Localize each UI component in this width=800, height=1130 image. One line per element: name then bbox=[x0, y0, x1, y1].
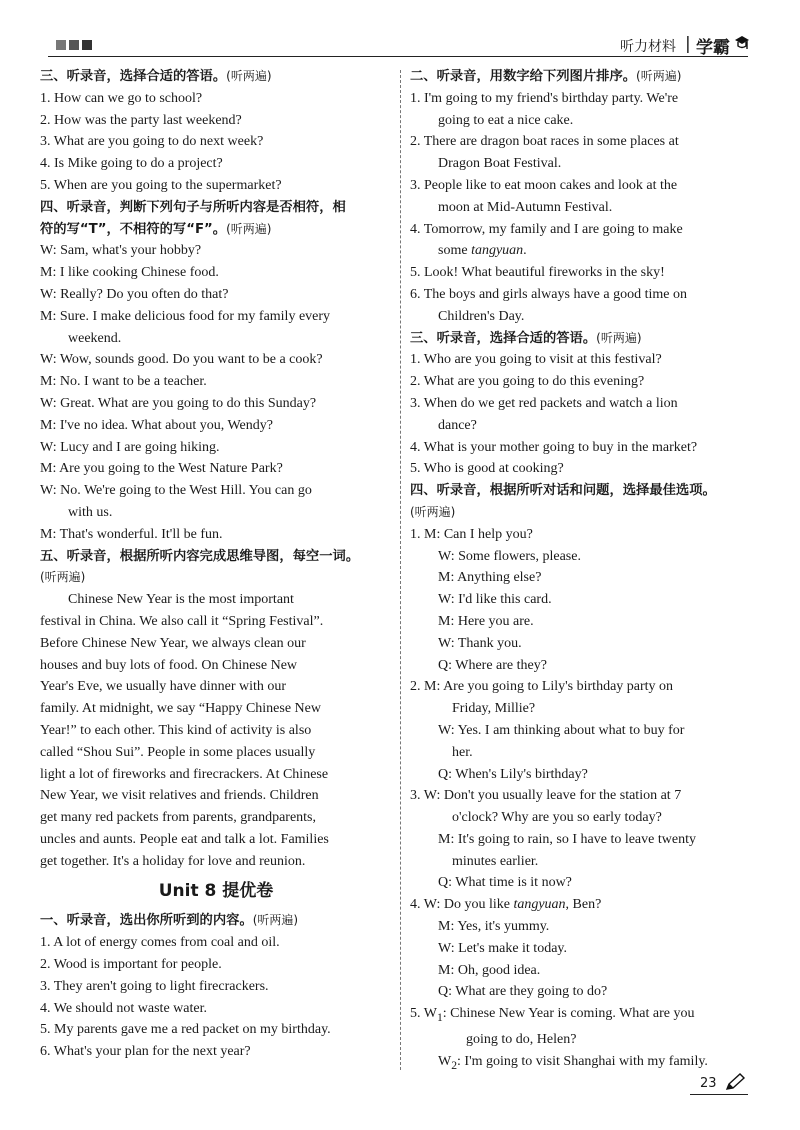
text-run: , Ben? bbox=[565, 897, 602, 913]
text-run: W bbox=[438, 1053, 452, 1069]
question-item: 6. What's your plan for the next year? bbox=[40, 1044, 251, 1060]
question-item: 3. People like to eat moon cakes and look at the bbox=[410, 177, 678, 193]
question-item: 1. How can we go to school? bbox=[40, 90, 203, 106]
text-run: 5. W bbox=[410, 1006, 437, 1022]
footer-rule bbox=[690, 1094, 748, 1095]
section-note: (听两遍) bbox=[596, 330, 642, 345]
section-heading bbox=[410, 328, 748, 350]
subscript: 2 bbox=[451, 1058, 458, 1072]
header-square bbox=[69, 40, 79, 50]
question-item: 6. The boys and girls always have a good time on bbox=[410, 286, 687, 302]
dialog-line: W: Great. What are you going to do this Sunday? bbox=[40, 395, 317, 411]
text-run: : I'm going to visit Shanghai with my family. bbox=[457, 1053, 708, 1069]
section-note: (听两遍) bbox=[252, 913, 299, 928]
dialog-line: Q: When's Lily's birthday? bbox=[438, 766, 588, 782]
dialog-line: her. bbox=[452, 744, 473, 760]
passage-line: houses and buy lots of food. On Chinese New bbox=[40, 657, 298, 673]
dialog-line: M: I've no idea. What about you, Wendy? bbox=[40, 417, 273, 433]
dialog-line bbox=[410, 1003, 748, 1029]
dialog-line: W: Yes. I am thinking about what to buy for bbox=[438, 722, 685, 738]
header-rule bbox=[48, 56, 748, 57]
page-header bbox=[0, 0, 800, 60]
section-heading bbox=[40, 910, 392, 932]
question-item: going to eat a nice cake. bbox=[438, 112, 574, 128]
section-title: 四、听录音，根据所听对话和问题，选择最佳选项。 bbox=[410, 483, 716, 499]
dialog-line: W: Thank you. bbox=[438, 635, 522, 651]
dialog-line: M: It's going to rain, so I have to leave twenty bbox=[438, 831, 696, 847]
section-note: (听两遍) bbox=[410, 504, 456, 519]
question-item: Dragon Boat Festival. bbox=[438, 156, 562, 172]
question-item: 2. What are you going to do this evening? bbox=[410, 374, 645, 390]
header-brand: 学霸 bbox=[696, 38, 730, 58]
passage-line: Before Chinese New Year, we always clean our bbox=[40, 635, 306, 651]
passage-line: light a lot of fireworks and firecrackers. At Chinese bbox=[40, 766, 329, 782]
italic-word: tangyuan bbox=[471, 243, 524, 259]
passage-line: Chinese New Year is the most important bbox=[68, 592, 294, 608]
question-item: 1. I'm going to my friend's birthday party. We're bbox=[410, 90, 679, 106]
dialog-line: Friday, Millie? bbox=[452, 701, 536, 717]
passage-line: Year!” to each other. This kind of activity is also bbox=[40, 722, 312, 738]
passage-line: Year's Eve, we usually have dinner with our bbox=[40, 679, 287, 695]
header-square bbox=[56, 40, 66, 50]
dialog-line: M: That's wonderful. It'll be fun. bbox=[40, 526, 223, 542]
question-item: 4. What is your mother going to buy in the market? bbox=[410, 439, 698, 455]
dialog-line: 2. M: Are you going to Lily's birthday party on bbox=[410, 679, 674, 695]
text-run: : Chinese New Year is coming. What are you bbox=[442, 1006, 695, 1022]
graduation-cap-icon bbox=[734, 34, 750, 54]
dialog-line: 1. M: Can I help you? bbox=[410, 526, 533, 542]
section-note: (听两遍) bbox=[226, 221, 272, 236]
dialog-line: M: Anything else? bbox=[438, 570, 542, 586]
passage-line: New Year, we visit relatives and friends. Children bbox=[40, 788, 319, 804]
question-item: 5. My parents gave me a red packet on my birthday. bbox=[40, 1022, 331, 1038]
section-note: (听两遍) bbox=[636, 69, 682, 83]
pencil-icon bbox=[724, 1072, 746, 1092]
question-item: 4. We should not waste water. bbox=[40, 1000, 207, 1016]
question-item: 4. Is Mike going to do a project? bbox=[40, 156, 223, 172]
unit-title: Unit 8 提优卷 bbox=[158, 881, 274, 902]
dialog-line: W: Sam, what's your hobby? bbox=[40, 243, 202, 259]
section-title: 四、听录音，判断下列句子与所听内容是否相符，相 bbox=[40, 199, 346, 215]
question-item: 1. A lot of energy comes from coal and oil. bbox=[40, 935, 280, 951]
question-item: dance? bbox=[438, 417, 477, 433]
dialog-line: M: I like cooking Chinese food. bbox=[40, 265, 219, 281]
passage-line: called “Shou Sui”. People in some places usually bbox=[40, 744, 316, 760]
dialog-line: W: Lucy and I are going hiking. bbox=[40, 439, 220, 455]
dialog-line: W: Really? Do you often do that? bbox=[40, 286, 229, 302]
passage-line: festival in China. We also call it “Spring Festival”. bbox=[40, 613, 324, 629]
passage-line: family. At midnight, we say “Happy Chinese New bbox=[40, 701, 321, 717]
question-item: 1. Who are you going to visit at this festival? bbox=[410, 352, 662, 368]
subscript: 1 bbox=[436, 1011, 443, 1025]
dialog-line: Q: What time is it now? bbox=[438, 875, 572, 891]
passage-line: get together. It's a holiday for love and reunion. bbox=[40, 853, 306, 869]
question-item: Children's Day. bbox=[438, 308, 525, 324]
question-item: 3. When do we get red packets and watch a lion bbox=[410, 395, 678, 411]
question-item: 4. Tomorrow, my family and I are going to make bbox=[410, 221, 683, 237]
dialog-line: M: Are you going to the West Nature Park? bbox=[40, 461, 283, 477]
question-item: 3. What are you going to do next week? bbox=[40, 134, 264, 150]
dialog-line: going to do, Helen? bbox=[466, 1031, 577, 1047]
question-item: 2. There are dragon boat races in some places at bbox=[410, 134, 679, 150]
page-number: 23 bbox=[700, 1076, 717, 1091]
section-heading bbox=[410, 66, 748, 88]
left-column bbox=[40, 66, 392, 1063]
dialog-line bbox=[410, 894, 748, 916]
text-run: . bbox=[523, 243, 527, 259]
dialog-line: M: Here you are. bbox=[438, 613, 534, 629]
section-note: (听两遍) bbox=[226, 69, 272, 83]
dialog-line: W: No. We're going to the West Hill. You can go bbox=[40, 483, 312, 499]
question-item: 2. How was the party last weekend? bbox=[40, 112, 242, 128]
section-title: 符的写“T”，不相符的写“F”。 bbox=[40, 221, 227, 237]
question-item: 5. Look! What beautiful fireworks in the sky! bbox=[410, 265, 665, 281]
section-title: 二、听录音，用数字给下列图片排序。 bbox=[410, 69, 637, 84]
header-title: 听力材料 bbox=[620, 39, 676, 55]
question-item bbox=[410, 240, 748, 262]
section-heading bbox=[40, 219, 392, 241]
dialog-line: W: Let's make it today. bbox=[438, 940, 568, 956]
question-item: 2. Wood is important for people. bbox=[40, 957, 222, 973]
passage-line: uncles and aunts. People eat and talk a lot. Families bbox=[40, 831, 329, 847]
section-note: (听两遍) bbox=[40, 570, 86, 585]
section-title: 三、听录音，选择合适的答语。 bbox=[40, 69, 227, 84]
dialog-line: Q: What are they going to do? bbox=[438, 984, 608, 1000]
section-title: 一、听录音，选出你所听到的内容。 bbox=[40, 913, 253, 929]
dialog-line: M: Oh, good idea. bbox=[438, 962, 541, 978]
column-divider bbox=[400, 70, 401, 1070]
dialog-line: M: No. I want to be a teacher. bbox=[40, 374, 207, 390]
dialog-line: 3. W: Don't you usually leave for the station at 7 bbox=[410, 788, 682, 804]
dialog-line: with us. bbox=[68, 504, 113, 520]
header-square bbox=[82, 40, 92, 50]
section-title: 五、听录音，根据所听内容完成思维导图，每空一词。 bbox=[40, 548, 360, 564]
text-run: 4. W: Do you like bbox=[410, 897, 510, 913]
section-heading bbox=[40, 66, 392, 88]
passage-line: get many red packets from parents, grandparents, bbox=[40, 810, 317, 826]
dialog-line: W: Wow, sounds good. Do you want to be a cook? bbox=[40, 352, 323, 368]
dialog-line: W: I'd like this card. bbox=[438, 592, 552, 608]
dialog-line: M: Yes, it's yummy. bbox=[438, 919, 550, 935]
right-column bbox=[410, 66, 748, 1076]
question-item: moon at Mid-Autumn Festival. bbox=[438, 199, 613, 215]
section-title: 三、听录音，选择合适的答语。 bbox=[410, 330, 597, 346]
question-item: 5. When are you going to the supermarket? bbox=[40, 177, 282, 193]
question-item: 5. Who is good at cooking? bbox=[410, 461, 564, 477]
question-item: 3. They aren't going to light firecrackers. bbox=[40, 978, 269, 994]
dialog-line: Q: Where are they? bbox=[438, 657, 547, 673]
dialog-line: M: Sure. I make delicious food for my family every bbox=[40, 308, 331, 324]
dialog-line: o'clock? Why are you so early today? bbox=[452, 810, 662, 826]
dialog-line: minutes earlier. bbox=[452, 853, 539, 869]
italic-word: tangyuan bbox=[513, 897, 566, 913]
dialog-line: weekend. bbox=[68, 330, 122, 346]
text-run: some bbox=[438, 243, 468, 259]
dialog-line bbox=[410, 1051, 748, 1077]
header-separator: | bbox=[685, 34, 691, 54]
dialog-line: W: Some flowers, please. bbox=[438, 548, 581, 564]
